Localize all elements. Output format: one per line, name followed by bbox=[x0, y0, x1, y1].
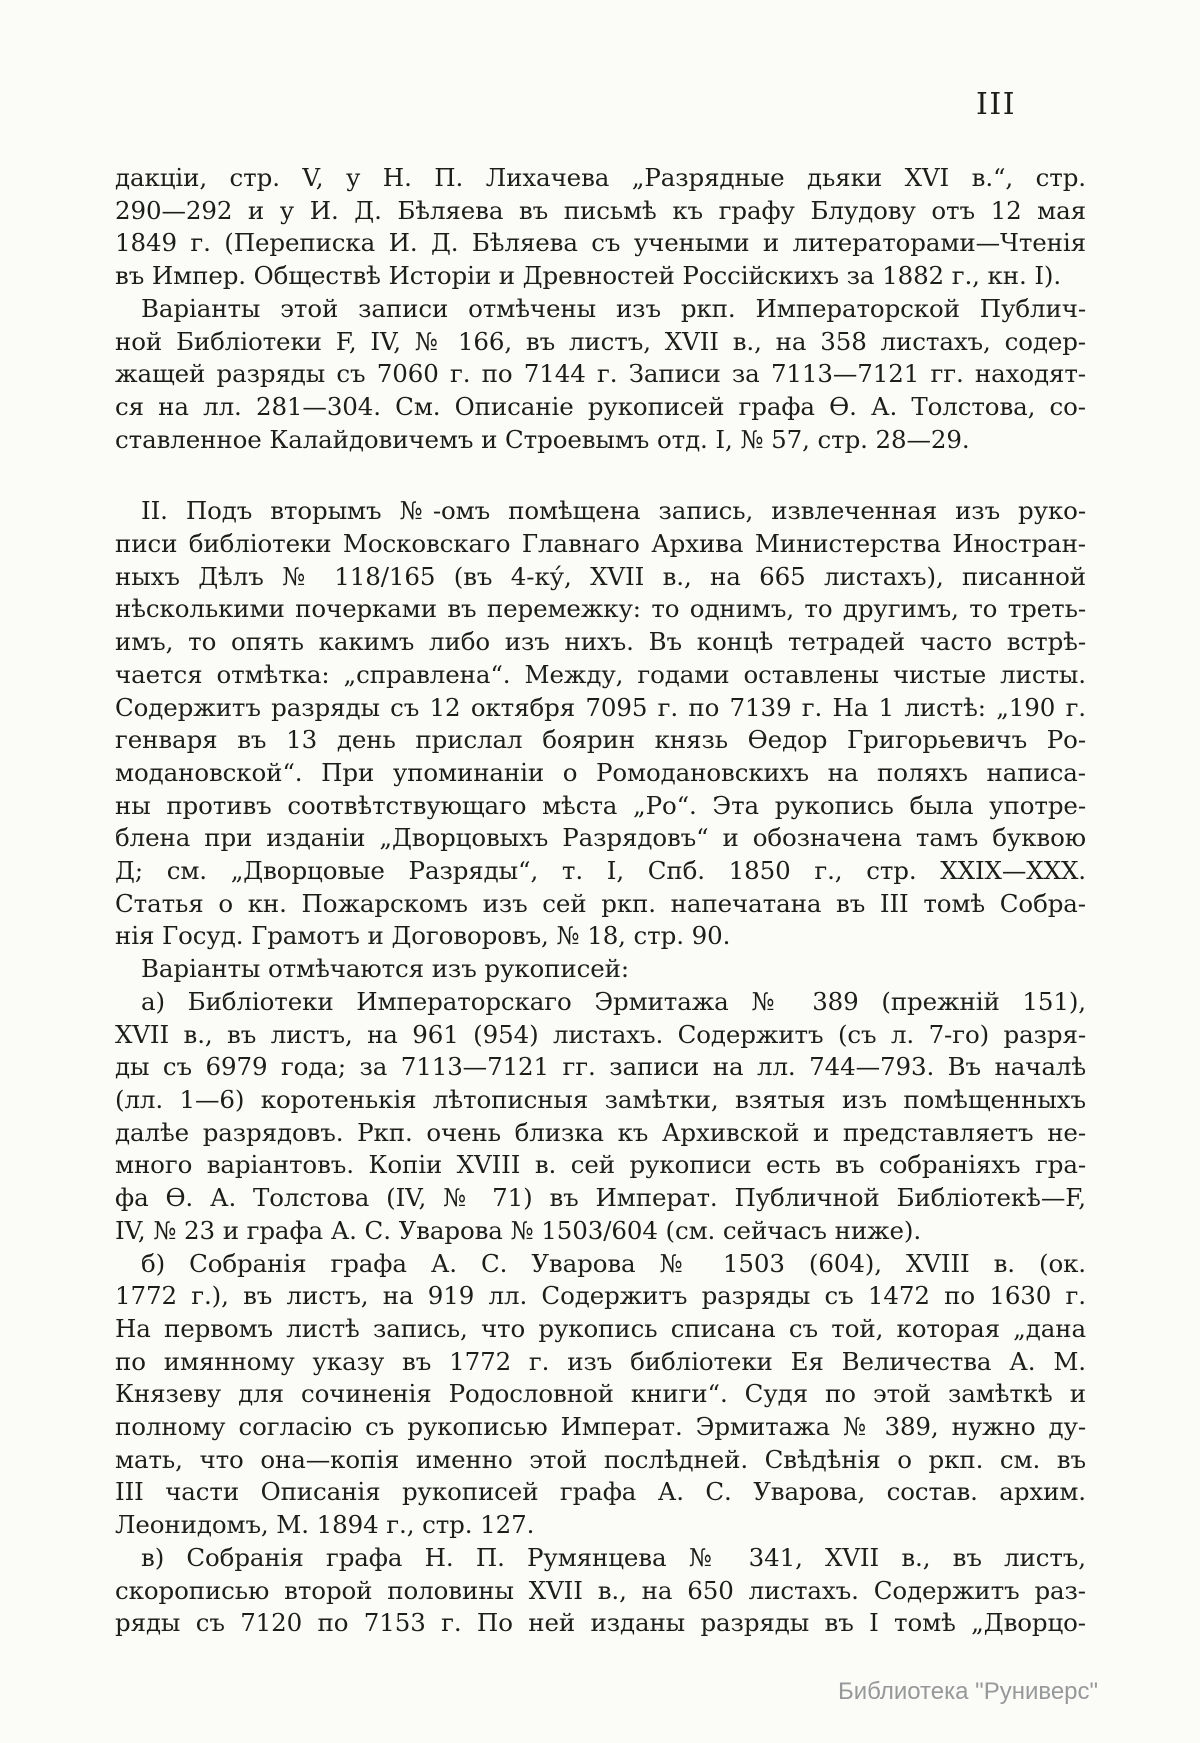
text-line: Варіанты этой записи отмѣчены изъ ркп. Императорской Публич- bbox=[141, 293, 1086, 323]
paragraph-continuation bbox=[115, 162, 1086, 293]
text-line: въ Импер. Обществѣ Исторіи и Древностей Россійскихъ за 1882 г., кн. I). bbox=[115, 261, 1062, 291]
text-line: жащей разряды съ 7060 г. по 7144 г. Записи за 7113—7121 гг. находят- bbox=[115, 359, 1086, 389]
text-line: ся на лл. 281—304. См. Описаніе рукописей графа Ѳ. А. Толстова, со- bbox=[115, 391, 1086, 421]
text-line: а) Библіотеки Императорскаго Эрмитажа № 389 (прежній 151), bbox=[141, 986, 1086, 1016]
text-line: блена при изданіи „Дворцовыхъ Разрядовъ“ и обозначена тамъ буквою bbox=[115, 823, 1086, 853]
paragraph-item-b bbox=[115, 1248, 1086, 1542]
paragraph-variants-note bbox=[115, 953, 1086, 986]
text-line: ныхъ Дѣлъ № 118/165 (въ 4-ку́, XVII в., на 665 листахъ), писанной bbox=[115, 561, 1086, 591]
text-line: ряды съ 7120 по 7153 г. По ней изданы разряды въ I томѣ „Дворцо- bbox=[115, 1608, 1086, 1638]
text-line: генваря въ 13 день прислал боярин князь Ѳедор Григорьевичъ Ро- bbox=[115, 725, 1086, 755]
text-line: На первомъ листѣ запись, что рукопись списана съ той, которая „дана bbox=[115, 1313, 1086, 1343]
text-line: чается отмѣтка: „справлена“. Между, годами оставлены чистые листы. bbox=[115, 659, 1086, 689]
text-line: далѣе разрядовъ. Ркп. очень близка къ Архивской и представляетъ не- bbox=[115, 1117, 1086, 1147]
text-line: Содержитъ разряды съ 12 октября 7095 г. по 7139 г. На 1 листѣ: „190 г. bbox=[115, 692, 1086, 722]
paragraph-item-v bbox=[115, 1542, 1086, 1640]
paragraph-section-ii bbox=[115, 495, 1086, 953]
text-line: II. Подъ вторымъ №-омъ помѣщена запись, извлеченная изъ руко- bbox=[141, 496, 1086, 526]
text-line: нія Госуд. Грамотъ и Договоровъ, № 18, стр. 90. bbox=[115, 921, 731, 951]
text-line: Варіанты отмѣчаются изъ рукописей: bbox=[141, 954, 629, 984]
paragraph-item-a bbox=[115, 986, 1086, 1248]
text-line: по имянному указу въ 1772 г. изъ библіотеки Ея Величества А. М. bbox=[115, 1346, 1086, 1376]
text-line: ды съ 6979 года; за 7113—7121 гг. записи на лл. 744—793. Въ началѣ bbox=[115, 1052, 1086, 1082]
text-line: полному согласію съ рукописью Императ. Эрмитажа № 389, нужно ду- bbox=[115, 1412, 1086, 1442]
text-line: мать, что она—копія именно этой послѣдней. Свѣдѣнія о ркп. см. въ bbox=[115, 1444, 1086, 1474]
text-line: фа Ѳ. А. Толстова (IV, № 71) въ Императ. Публичной Библіотекѣ—F, bbox=[115, 1183, 1086, 1213]
text-block bbox=[115, 162, 1086, 1640]
text-line: ной Библіотеки F, IV, № 166, въ листъ, XVII в., на 358 листахъ, содер- bbox=[115, 326, 1086, 356]
text-line: 290—292 и у И. Д. Бѣляева въ письмѣ къ графу Блудову отъ 12 мая bbox=[115, 195, 1086, 225]
text-line: много варіантовъ. Копіи XVIII в. сей рукописи есть въ собраніяхъ гра- bbox=[115, 1150, 1086, 1180]
text-line: 1772 г.), въ листъ, на 919 лл. Содержитъ разряды съ 1472 по 1630 г. bbox=[115, 1281, 1086, 1311]
text-line: Д; см. „Дворцовые Разряды“, т. I, Спб. 1850 г., стр. XXIX—XXX. bbox=[115, 856, 1086, 886]
text-line: Князеву для сочиненія Родословной книги“. Судя по этой замѣткѣ и bbox=[115, 1379, 1086, 1409]
paragraph-variants-imperial-library bbox=[115, 293, 1086, 457]
text-line: нѣсколькими почерками въ перемежку: то однимъ, то другимъ, то треть- bbox=[115, 594, 1086, 624]
text-line: имъ, то опять какимъ либо изъ нихъ. Въ концѣ тетрадей часто встрѣ- bbox=[115, 627, 1086, 657]
text-line: дакціи, стр. V, у Н. П. Лихачева „Разрядные дьяки XVI в.“, стр. bbox=[115, 163, 1086, 192]
text-line: XVII в., въ листъ, на 961 (954) листахъ. Содержитъ (съ л. 7-го) разря- bbox=[115, 1019, 1086, 1049]
text-line: писи библіотеки Московскаго Главнаго Архива Министерства Иностран- bbox=[115, 529, 1086, 559]
page-number: III bbox=[976, 87, 1017, 122]
text-line: Леонидомъ, М. 1894 г., стр. 127. bbox=[115, 1510, 535, 1540]
text-line: Статья о кн. Пожарскомъ изъ сей ркп. напечатана въ III томѣ Собра- bbox=[115, 888, 1086, 918]
library-watermark: Библиотека "Руниверс" bbox=[838, 1678, 1099, 1705]
text-line: III части Описанія рукописей графа А. С. Уварова, состав. архим. bbox=[115, 1477, 1086, 1507]
text-line: модановской“. При упоминаніи о Ромодановскихъ на поляхъ написа- bbox=[115, 757, 1086, 787]
text-line: ставленное Калайдовичемъ и Строевымъ отд. I, № 57, стр. 28—29. bbox=[115, 424, 970, 454]
text-line: 1849 г. (Переписка И. Д. Бѣляева съ учеными и литераторами—Чтенія bbox=[115, 228, 1086, 258]
text-line: ны противъ соотвѣтствующаго мѣста „Ро“. Эта рукопись была употре- bbox=[115, 790, 1086, 820]
text-line: (лл. 1—6) коротенькія лѣтописныя замѣтки, взятыя изъ помѣщенныхъ bbox=[115, 1084, 1086, 1114]
text-line: скорописью второй половины XVII в., на 650 листахъ. Содержитъ раз- bbox=[115, 1575, 1086, 1605]
text-line: б) Собранія графа А. С. Уварова № 1503 (604), XVIII в. (ок. bbox=[141, 1248, 1086, 1278]
text-line: IV, № 23 и графа А. С. Уварова № 1503/604 (см. сейчасъ ниже). bbox=[115, 1215, 922, 1245]
text-line: в) Собранія графа Н. П. Румянцева № 341, XVII в., въ листъ, bbox=[141, 1542, 1086, 1572]
